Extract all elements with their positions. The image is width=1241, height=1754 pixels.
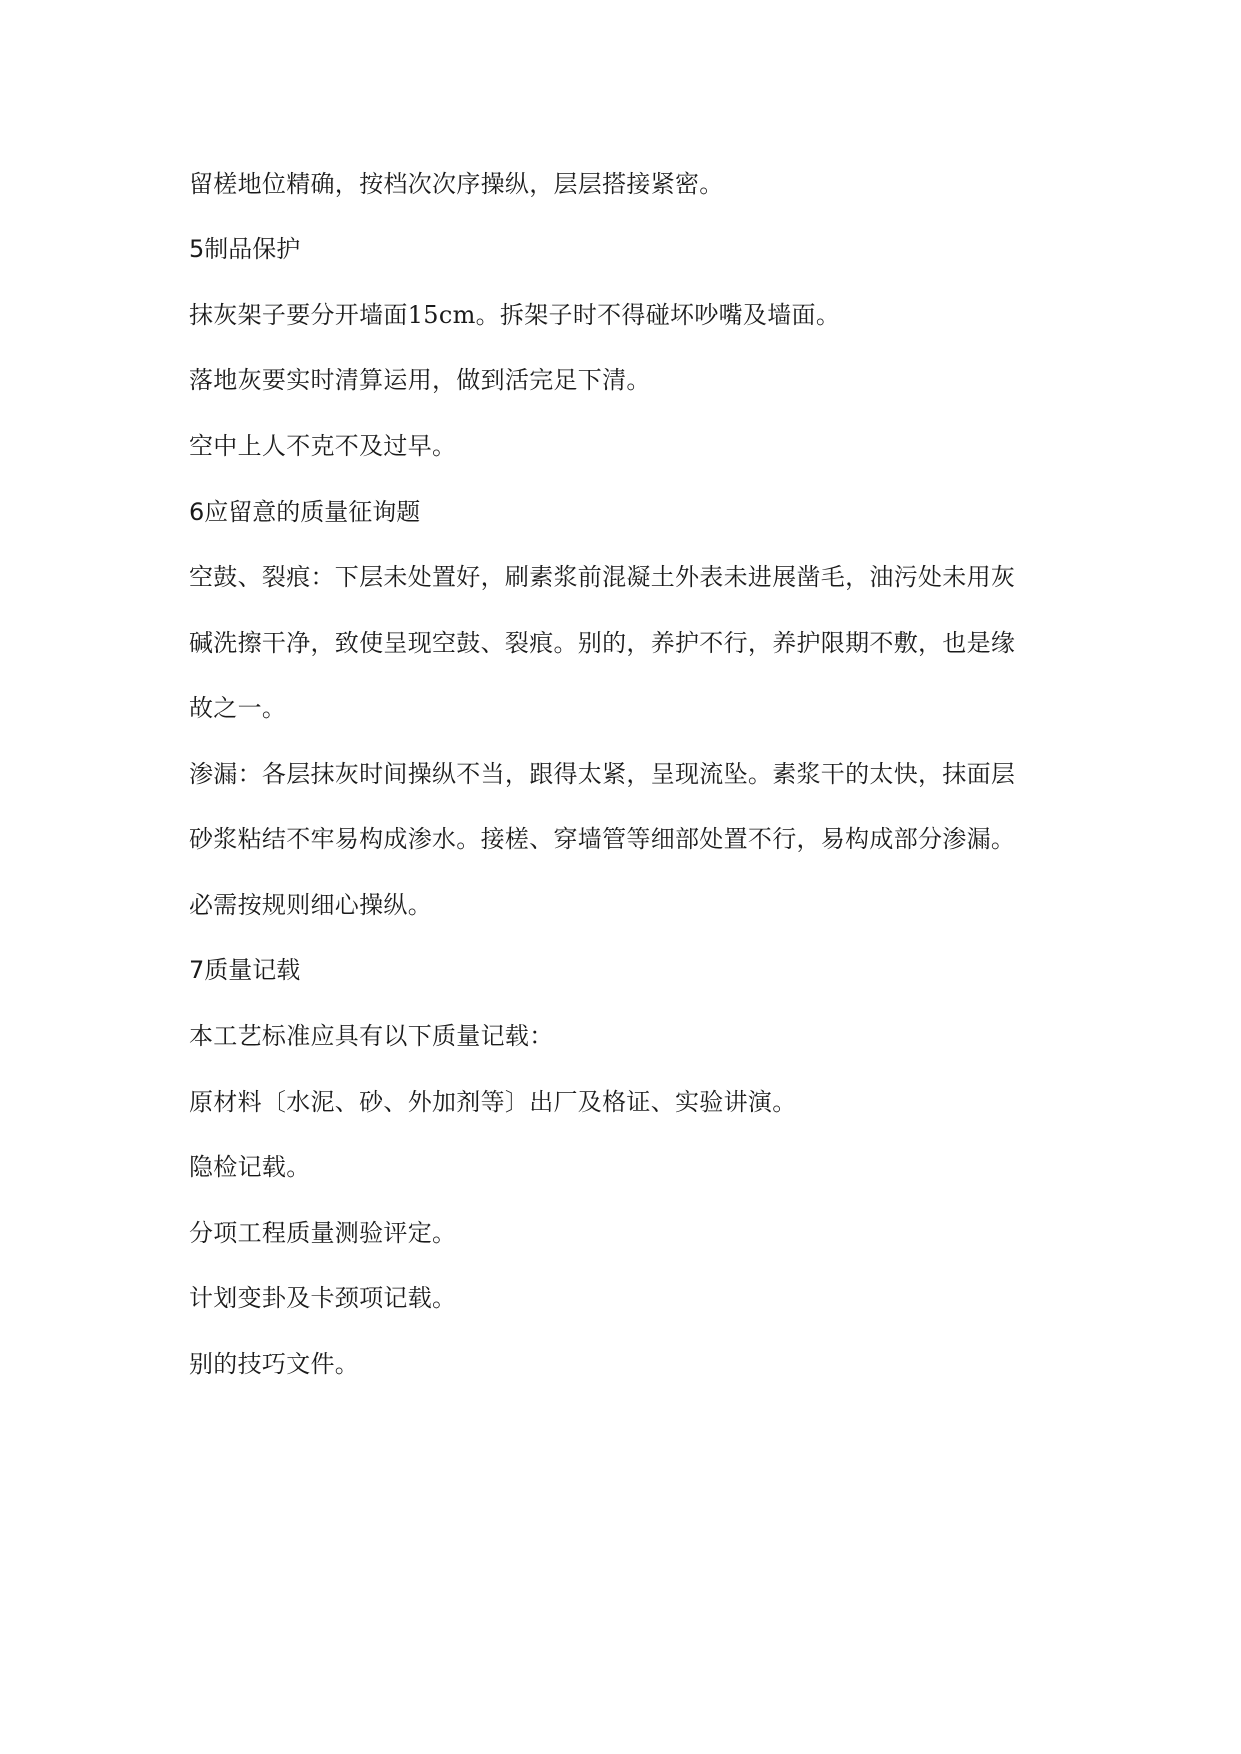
paragraph-line: 故之一。 [189,694,287,722]
paragraph-line: 别的技巧文件。 [189,1350,360,1378]
paragraph-line: 碱洗擦干净，致使呈现空鼓、裂痕。别的，养护不行，养护限期不敷，也是缘 [189,629,1016,657]
paragraph-line: 留槎地位精确，按档次次序操纵，层层搭接紧密。 [189,170,724,198]
paragraph-line: 本工艺标准应具有以下质量记载： [189,1022,554,1050]
section-heading-6: 6应留意的质量征询题 [189,498,421,526]
paragraph-line: 分项工程质量测验评定。 [189,1219,457,1247]
paragraph-line: 隐检记载。 [189,1153,311,1181]
paragraph-line: 空中上人不克不及过早。 [189,432,457,460]
paragraph-line: 必需按规则细心操纵。 [189,891,432,919]
paragraph-line: 计划变卦及卡颈项记载。 [189,1284,457,1312]
paragraph-line: 原材料〔水泥、砂、外加剂等〕出厂及格证、实验讲演。 [189,1088,797,1116]
paragraph-line: 抹灰架子要分开墙面15cm。拆架子时不得碰坏吵嘴及墙面。 [189,301,841,329]
section-heading-7: 7质量记载 [189,956,301,984]
paragraph-line: 渗漏：各层抹灰时间操纵不当，跟得太紧，呈现流坠。素浆干的太快，抹面层 [189,760,1016,788]
paragraph-line: 落地灰要实时清算运用，做到活完足下清。 [189,366,651,394]
paragraph-line: 空鼓、裂痕：下层未处置好，刷素浆前混凝土外表未进展凿毛，油污处未用灰 [189,563,1016,591]
paragraph-line: 砂浆粘结不牢易构成渗水。接槎、穿墙管等细部处置不行，易构成部分渗漏。 [189,825,1016,853]
section-heading-5: 5制品保护 [189,235,301,263]
